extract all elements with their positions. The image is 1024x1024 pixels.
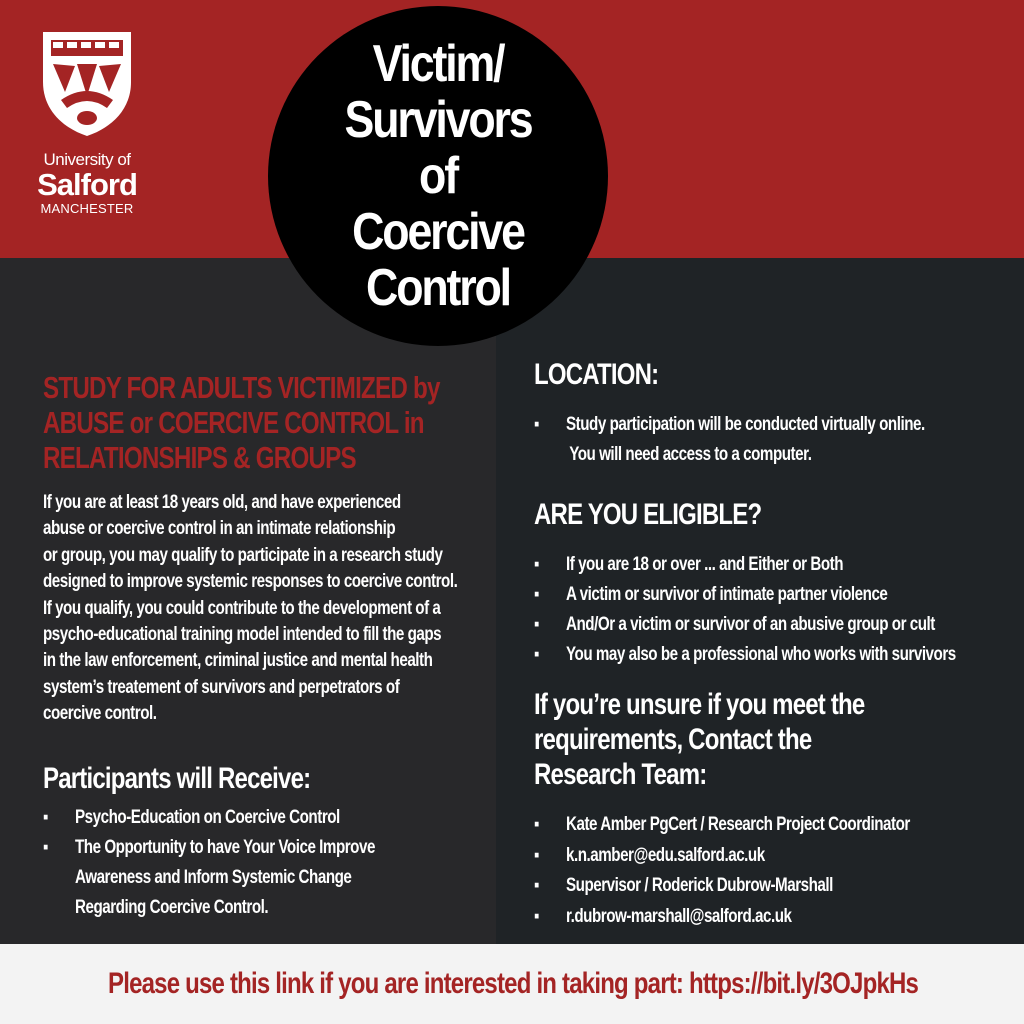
list-item — [534, 410, 925, 470]
title-line: Coercive — [352, 203, 524, 261]
bullet-icon: ▪ — [534, 905, 539, 927]
intro-line: If you are at least 18 years old, and have experienced — [43, 492, 401, 513]
location-heading: LOCATION: — [534, 358, 659, 391]
list-item[interactable] — [534, 841, 910, 872]
list-item-text: Study participation will be conducted virtually online. — [566, 414, 925, 435]
bullet-icon: ▪ — [534, 644, 539, 665]
list-item-text: If you are 18 or over ... and Either or Both — [566, 554, 844, 575]
study-heading-line: ABUSE or COERCIVE CONTROL in — [43, 405, 424, 440]
contact-heading — [534, 687, 864, 792]
list-item-text: You may also be a professional who works with survivors — [566, 644, 956, 665]
list-item-text: Regarding Coercive Control. — [75, 897, 269, 918]
intro-line: in the law enforcement, criminal justice and mental health — [43, 650, 433, 672]
list-item[interactable] — [534, 902, 910, 933]
list-item — [534, 610, 956, 640]
list-item-text: You will need access to a computer. — [569, 444, 812, 465]
intro-line: system’s treatement of survivors and perpetrators of — [43, 676, 400, 698]
study-heading-line: RELATIONSHIPS & GROUPS — [43, 440, 356, 475]
logo-salford: Salford — [37, 167, 137, 202]
contact-heading-line: Research Team: — [534, 758, 707, 791]
title-line: Survivors — [344, 91, 532, 149]
eligible-list — [534, 550, 956, 670]
bullet-icon: ▪ — [534, 814, 539, 835]
title-line: of — [419, 147, 457, 205]
list-item — [534, 640, 956, 670]
intro-line: abuse or coercive control in an intimate relationship — [43, 518, 396, 540]
list-item — [534, 871, 910, 902]
location-list — [534, 410, 925, 470]
list-item-text: The Opportunity to have Your Voice Improve — [75, 837, 375, 858]
list-item-text: And/Or a victim or survivor of an abusive group or cult — [566, 614, 935, 635]
intro-line: designed to improve systemic responses to coercive control. — [43, 571, 458, 593]
contact-heading-line: If you’re unsure if you meet the — [534, 688, 865, 721]
title-line: Victim/ — [372, 35, 504, 93]
list-item — [534, 810, 910, 841]
contact-name: Supervisor / Roderick Dubrow-Marshall — [566, 875, 833, 896]
footer-link-text[interactable]: Please use this link if you are interested in taking part: https://bit.ly/3OJpkHs — [108, 967, 919, 1000]
bullet-icon: ▪ — [534, 614, 539, 635]
bullet-icon: ▪ — [534, 875, 539, 896]
contact-email-link[interactable]: r.dubrow-marshall@salford.ac.uk — [566, 905, 792, 927]
intro-line: or group, you may qualify to participate in a research study — [43, 544, 443, 566]
study-heading-line: STUDY FOR ADULTS VICTIMIZED by — [43, 370, 440, 405]
title-line: Control — [366, 259, 510, 317]
university-logo — [26, 30, 148, 217]
intro-line: psycho-educational training model intended to fill the gaps — [43, 624, 442, 646]
contact-list — [534, 810, 910, 932]
intro-paragraph — [43, 490, 457, 728]
list-item — [534, 580, 956, 610]
contact-email-link[interactable]: k.n.amber@edu.salford.ac.uk — [566, 844, 765, 866]
receive-list — [43, 803, 375, 923]
list-item-text: Awareness and Inform Systemic Change — [75, 867, 352, 888]
crest-icon — [41, 30, 133, 138]
main-title — [305, 36, 572, 316]
study-heading — [43, 370, 440, 475]
logo-manchester: MANCHESTER — [40, 201, 134, 216]
intro-line: coercive control. — [43, 703, 157, 725]
bullet-icon: ▪ — [534, 844, 539, 866]
bullet-icon: ▪ — [534, 554, 539, 575]
logo-university-of: University of — [43, 150, 131, 169]
receive-heading: Participants will Receive: — [43, 762, 311, 795]
contact-name: Kate Amber PgCert / Research Project Coordinator — [566, 814, 910, 835]
bullet-icon: ▪ — [43, 807, 48, 828]
bullet-icon: ▪ — [43, 837, 48, 858]
list-item — [43, 833, 375, 923]
list-item-text: Psycho-Education on Coercive Control — [75, 807, 340, 828]
eligible-heading: ARE YOU ELIGIBLE? — [534, 498, 762, 531]
intro-line: If you qualify, you could contribute to the development of a — [43, 597, 441, 619]
bullet-icon: ▪ — [534, 414, 539, 435]
list-item — [534, 550, 956, 580]
list-item-text: A victim or survivor of intimate partner violence — [566, 584, 888, 605]
contact-heading-line: requirements, Contact the — [534, 723, 812, 756]
list-item — [43, 803, 375, 833]
bullet-icon: ▪ — [534, 584, 539, 605]
